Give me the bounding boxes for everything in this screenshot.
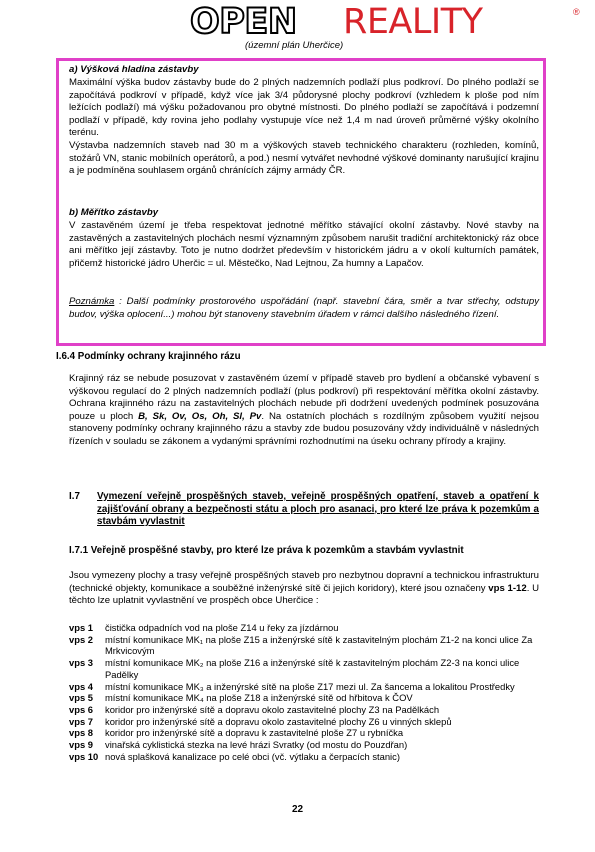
vps-code: vps 1 [69, 622, 93, 633]
section-164-text-end: . Na ostatních plochách s rozdílným způsobem využití nejsou stanoveny podmínky ochrany krajinného rázu a stavby zde budou posuzovány vždy individuálně v následných řízeních v souladu se zákonem a vydanými správními rozhodnutími na úseku ochrany přírody a krajiny. [69, 410, 539, 447]
vps-description: koridor pro inženýrské sítě a dopravu k zastavitelné ploše Z7 u rybníčka [105, 727, 404, 739]
section-171-intro-range: vps 1-12 [488, 582, 527, 594]
logo-open-text: OPEN [190, 2, 297, 42]
list-item [69, 716, 549, 728]
vps-code: vps 5 [69, 692, 93, 704]
note-label: Poznámka [69, 296, 115, 307]
list-item [69, 681, 549, 693]
section-171-intro-end: . U těchto lze uplatnit vyvlastnění ve prospěch obce Uherčice : [69, 582, 540, 607]
note-paragraph [69, 296, 539, 321]
list-item [69, 622, 549, 634]
section-164-paragraph [69, 373, 539, 449]
vps-description: místní komunikace MK₂ na ploše Z16 a inženýrské sítě k zastavitelným plochám Z2-3 na konci ulice Padělky [105, 657, 520, 680]
vps-list [69, 622, 549, 762]
vps-code: vps 3 [69, 657, 93, 669]
list-item [69, 657, 549, 680]
vps-code: vps 7 [69, 715, 93, 727]
vps-description: vinařská cyklistická stezka na levé hrázi Svratky (od mostu do Pouzdřan) [105, 739, 408, 751]
registered-mark: ® [573, 7, 580, 17]
section-164-heading: I.6.4 Podmínky ochrany krajinného rázu [56, 351, 241, 362]
vps-description: koridor pro inženýrské sítě a dopravu okolo zastavitelné plochy Z3 na Padělkách [105, 703, 440, 715]
vps-code: vps 4 [69, 680, 93, 692]
open-reality-logo [190, 4, 590, 40]
vps-code: vps 6 [69, 703, 93, 715]
section-164-text: Krajinný ráz se nebude posuzovat v zastavěném území v případě staveb pro bydlení a občanské vybavení s výškovou regulací do 2 plných nadzemních podlaží (plus podkroví) při respektování měřítka okolní zástavby. Ochrana krajinného rázu na zastavitelných plochách nebude při dodržení uvedených podmínek posuzována pouze u ploch [69, 373, 539, 422]
vps-description: koridor pro inženýrské sítě a dopravu okolo zastavitelné plochy Z6 u vinných sklepů [105, 715, 452, 727]
vps-code: vps 10 [69, 750, 99, 762]
list-item [69, 739, 549, 751]
section-a-title: a) Výšková hladina zástavby [69, 64, 199, 75]
list-item [69, 704, 549, 716]
section-171-heading: I.7.1 Veřejně prospěšné stavby, pro které lze práva k pozemkům a stavbám vyvlastnit [69, 545, 464, 556]
section-171-intro-text: Jsou vymezeny plochy a trasy veřejně prospěšných staveb pro nezbytnou dopravní a technickou infrastrukturu (technické objekty, komunikace a souběžné inženýrské sítě či jejich koridory), které jsou označeny [69, 570, 539, 594]
section-164-codes: B, Sk, Ov, Os, Oh, Sl, Pv [138, 410, 262, 422]
vps-description: nová splašková kanalizace po celé obci (vč. výtlaku a čerpacích stanic) [105, 750, 400, 762]
list-item [69, 634, 549, 657]
vps-description: místní komunikace MK₄ na ploše Z18 a inženýrské sítě od hřbitova k ČOV [105, 692, 413, 704]
section-a-paragraph-1: Maximální výška budov zástavby bude do 2 plných nadzemních podlaží plus podkroví. Do plného podlaží se započítává podkroví v případě, když více jak 3/4 půdorysné plochy podkroví (vzhledem k ploše pod ním ležících podlaží) má výšku požadovanou pro obytné místnosti. Do plného podlaží se započítává i podzemní podlaží v případě, kdy rovina jeho podlahy vystupuje více než 1,4 m nad úroveň průměrné výšky okolního terénu. [69, 77, 539, 139]
list-item [69, 727, 549, 739]
vps-description: místní komunikace MK₃ a inženýrské sítě na ploše Z17 mezi ul. Za šancema a lokalitou Prostředky [105, 680, 515, 692]
vps-code: vps 8 [69, 727, 93, 739]
section-17-number: I.7 [69, 491, 80, 502]
vps-code: vps 9 [69, 739, 93, 751]
document-subtitle: (územní plán Uherčice) [245, 40, 344, 51]
vps-description: místní komunikace MK₁ na ploše Z15 a inženýrské sítě k zastavitelným plochám Z1-2 na konci ulice Za Mrkvicovým [105, 633, 533, 657]
section-171-intro [69, 570, 539, 608]
section-a-paragraph-2: Výstavba nadzemních staveb nad 30 m a výškových staveb technického charakteru (rozhleden, komínů, stožárů VN, stanic mobilních operátorů, a pod.) nesmí vytvářet nevhodné výškové dominanty narušující krajinu a je podmíněna souhlasem orgánů chránících zájmy armády ČR. [69, 140, 539, 177]
note-text: : Další podmínky prostorového uspořádání (např. stavební čára, směr a tvar střechy, odstupy budov, výška oplocení...) mohou být stanoveny stavebním úřadem v rámci dalšího následného řízení. [69, 296, 539, 320]
section-17-heading: Vymezení veřejně prospěšných staveb, veřejně prospěšných opatření, staveb a opatření k zajišťování obrany a bezpečnosti státu a ploch pro asanaci, pro které lze práva k pozemkům a stavbám vyvlastnit [97, 491, 539, 528]
list-item [69, 692, 549, 704]
list-item [69, 751, 549, 763]
section-b-title: b) Měřítko zástavby [69, 207, 159, 218]
section-b-paragraph: V zastavěném území je třeba respektovat jednotné měřítko stávající okolní zástavby. Nové stavby na zastavěných a zastavitelných plochách nesmí významným způsobem narušit tradiční architektonický ráz obce ani měřítko její zástavby. Toto je nutno dodržet především v historickém jádru a v okolí kulturních památek, přičemž historické jádro Uherčic = ul. Městečko, Nad Lejtnou, Za humny a Lapačov. [69, 220, 539, 269]
page-number: 22 [291, 804, 304, 815]
logo-reality-text: REALITY [343, 2, 483, 42]
vps-code: vps 2 [69, 633, 93, 645]
vps-description: čistička odpadních vod na ploše Z14 u řeky za jízdárnou [105, 622, 339, 633]
